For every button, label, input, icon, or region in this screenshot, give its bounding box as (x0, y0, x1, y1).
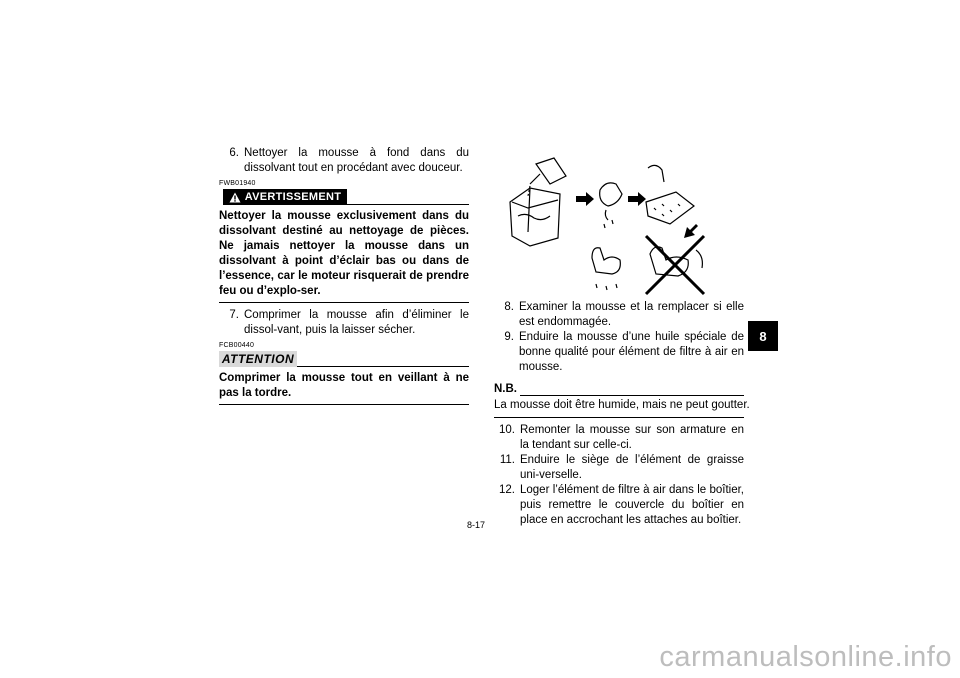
step-text: Nettoyer la mousse à fond dans du dissolvant tout en procédant avec douceur. (244, 147, 469, 174)
step-text: Enduire la mousse d’une huile spéciale de bonne qualité pour élément de filtre à air en mousse. (519, 331, 744, 373)
step-text: Examiner la mousse et la remplacer si elle est endommagée. (519, 301, 744, 328)
left-column (219, 146, 469, 405)
caution-code: FCB00440 (219, 342, 255, 349)
caution-rule (297, 366, 469, 367)
warning-rule (347, 204, 469, 205)
step-number: 11. (499, 454, 515, 466)
foam-cleaning-illustration (500, 150, 748, 300)
note-header (494, 383, 744, 398)
chapter-tab: 8 (748, 321, 778, 351)
warning-header (219, 189, 469, 206)
step-number: 10. (499, 424, 515, 436)
step-12 (494, 483, 744, 528)
step-6 (219, 146, 469, 176)
step-text: Loger l’élément de filtre à air dans le boîtier, puis remettre le couvercle du boîtier en place en accrochant les attaches au boîtier. (520, 484, 744, 526)
warning-triangle-icon (229, 192, 241, 203)
step-number: 8. (504, 301, 514, 313)
caution-header (219, 351, 469, 368)
watermark: carmanualsonline.info (659, 641, 952, 673)
step-text: Remonter la mousse sur son armature en la tendant sur celle-ci. (520, 424, 744, 451)
step-number: 6. (229, 147, 239, 159)
step-9 (494, 330, 744, 375)
note-rule (520, 395, 744, 396)
caution-text: Comprimer la mousse tout en veillant à ne pas la tordre. (219, 371, 469, 405)
right-column (494, 300, 750, 528)
note-title: N.B. (494, 383, 517, 395)
step-number: 7. (229, 309, 239, 321)
step-number: 12. (499, 484, 515, 496)
step-10 (494, 423, 744, 453)
caution-badge: ATTENTION (219, 351, 297, 367)
warning-text: Nettoyer la mousse exclusivement dans du dissolvant destiné au nettoyage de pièces. Ne jamais nettoyer la mousse dans un dissolvant à point d’éclair bas ou dans de l’essence, car le moteur risquerait de prendre feu ou d’explo-ser. (219, 209, 469, 303)
step-text: Enduire le siège de l’élément de graisse uni-verselle. (520, 454, 744, 481)
note-text: La mousse doit être humide, mais ne peut goutter. (494, 398, 744, 418)
page-number: 8-17 (467, 520, 486, 530)
step-number: 9. (504, 331, 514, 343)
step-8 (494, 300, 744, 330)
step-text: Comprimer la mousse afin d’éliminer le dissol-vant, puis la laisser sécher. (244, 309, 469, 336)
warning-code: FWB01940 (219, 180, 256, 187)
warning-badge (223, 189, 347, 205)
step-7 (219, 308, 469, 338)
warning-label: AVERTISSEMENT (244, 191, 342, 203)
step-11 (494, 453, 744, 483)
